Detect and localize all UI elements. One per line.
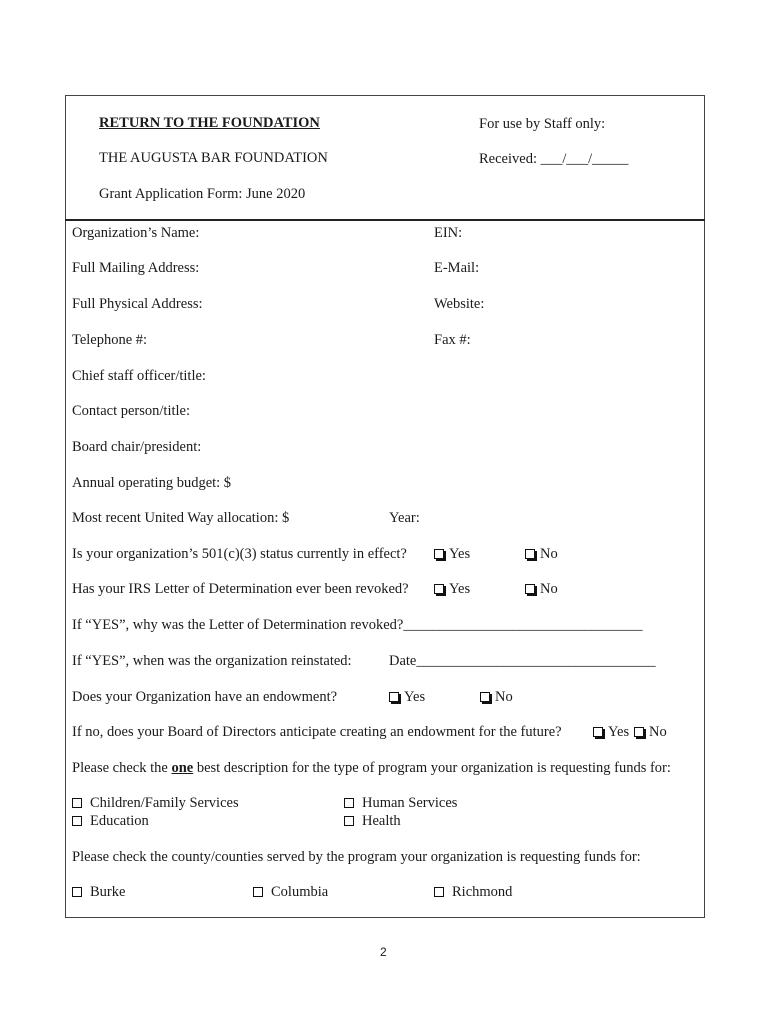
checkbox-icon [480, 692, 490, 702]
organization-name-field[interactable]: Organization’s Name: [72, 225, 200, 241]
anticipate-no-checkbox[interactable]: No [634, 723, 667, 741]
program-type-prompt: Please check the one best description for the type of program your organization is requesting funds for: [72, 760, 671, 776]
checkbox-icon [593, 727, 603, 737]
501c3-question: Is your organization’s 501(c)(3) status currently in effect? [72, 546, 407, 562]
endowment-no-checkbox[interactable]: No [480, 688, 513, 706]
revoked-no-checkbox[interactable]: No [525, 580, 558, 598]
county-checkbox-burke[interactable]: Burke [72, 883, 125, 901]
emphasis-one: one [171, 760, 194, 776]
501c3-yes-checkbox[interactable]: Yes [434, 545, 470, 563]
program-checkbox-education[interactable]: Education [72, 812, 149, 830]
form-title: Grant Application Form: June 2020 [99, 186, 306, 202]
chief-officer-field[interactable]: Chief staff officer/title: [72, 368, 206, 384]
physical-address-field[interactable]: Full Physical Address: [72, 296, 203, 312]
county-checkbox-columbia[interactable]: Columbia [253, 883, 328, 901]
checkbox-icon [389, 692, 399, 702]
checkbox-icon [253, 887, 263, 897]
county-checkbox-richmond[interactable]: Richmond [434, 883, 512, 901]
email-field[interactable]: E-Mail: [434, 260, 480, 276]
year-field[interactable]: Year: [389, 510, 420, 526]
checkbox-icon [344, 816, 354, 826]
program-checkbox-human-services[interactable]: Human Services [344, 794, 457, 812]
header-divider [65, 219, 705, 221]
revoked-yes-checkbox[interactable]: Yes [434, 580, 470, 598]
telephone-field[interactable]: Telephone #: [72, 332, 148, 348]
checkbox-icon [525, 584, 535, 594]
anticipate-endowment-question: If no, does your Board of Directors anticipate creating an endowment for the future? [72, 724, 562, 740]
revoked-question: Has your IRS Letter of Determination ever been revoked? [72, 581, 409, 597]
checkbox-icon [434, 584, 444, 594]
ein-field[interactable]: EIN: [434, 225, 463, 241]
reinstated-date-field[interactable]: Date_________________________________ [389, 653, 656, 669]
endowment-yes-checkbox[interactable]: Yes [389, 688, 425, 706]
anticipate-yes-checkbox[interactable]: Yes [593, 723, 629, 741]
united-way-allocation-field[interactable]: Most recent United Way allocation: $ [72, 510, 290, 526]
why-revoked-field[interactable]: If “YES”, why was the Letter of Determination revoked?_________________________________ [72, 617, 643, 633]
checkbox-icon [72, 816, 82, 826]
program-checkbox-health[interactable]: Health [344, 812, 401, 830]
website-field[interactable]: Website: [434, 296, 485, 312]
endowment-question: Does your Organization have an endowment? [72, 689, 338, 705]
checkbox-icon [525, 549, 535, 559]
checkbox-icon [72, 887, 82, 897]
county-prompt: Please check the county/counties served by the program your organization is requesting funds for: [72, 849, 641, 865]
operating-budget-field[interactable]: Annual operating budget: $ [72, 475, 232, 491]
checkbox-icon [434, 549, 444, 559]
staff-only-label: For use by Staff only: [479, 116, 606, 132]
foundation-name: THE AUGUSTA BAR FOUNDATION [99, 150, 328, 166]
checkbox-icon [434, 887, 444, 897]
checkbox-icon [634, 727, 644, 737]
program-checkbox-children-family[interactable]: Children/Family Services [72, 794, 239, 812]
page-number: 2 [380, 945, 387, 959]
501c3-no-checkbox[interactable]: No [525, 545, 558, 563]
checkbox-icon [72, 798, 82, 808]
mailing-address-field[interactable]: Full Mailing Address: [72, 260, 200, 276]
checkbox-icon [344, 798, 354, 808]
return-to-foundation-heading: RETURN TO THE FOUNDATION [99, 115, 320, 131]
contact-person-field[interactable]: Contact person/title: [72, 403, 190, 419]
board-chair-field[interactable]: Board chair/president: [72, 439, 202, 455]
reinstated-question: If “YES”, when was the organization reinstated: [72, 653, 352, 669]
fax-field[interactable]: Fax #: [434, 332, 471, 348]
received-date-field[interactable]: Received: ___/___/_____ [479, 151, 629, 167]
